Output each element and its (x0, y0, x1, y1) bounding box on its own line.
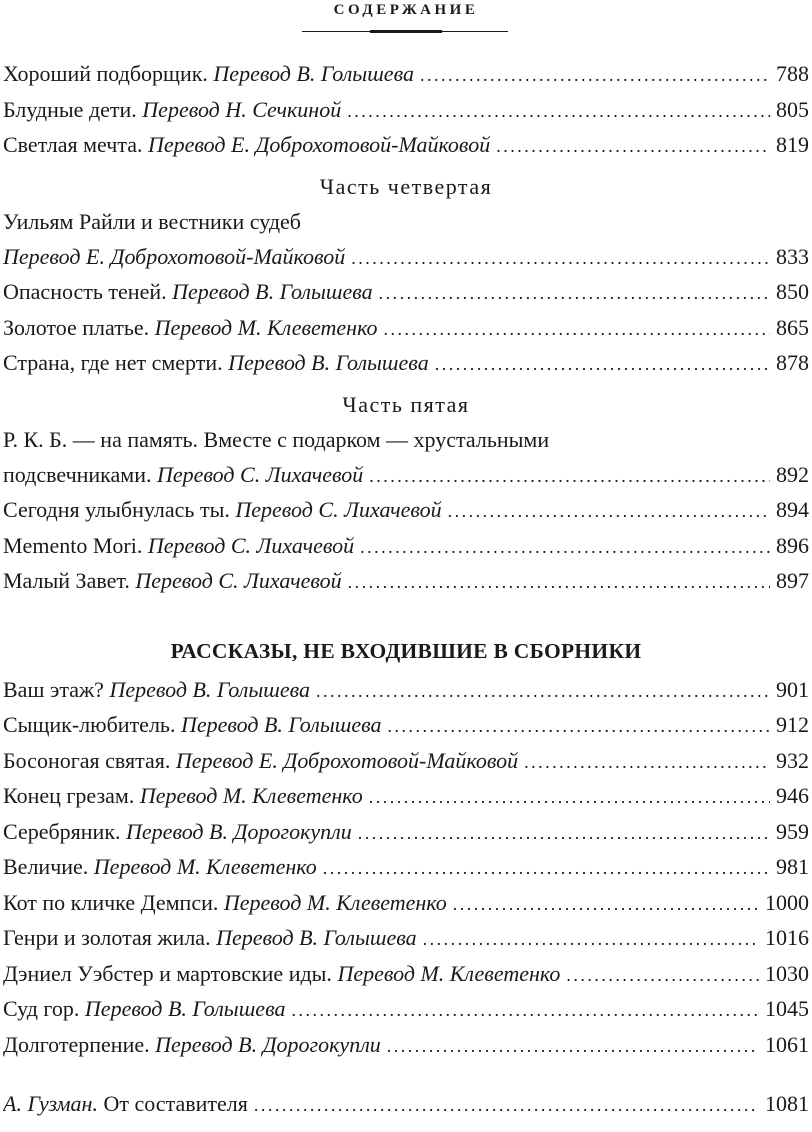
entry-page: 981 (776, 854, 809, 879)
dot-leader (254, 1088, 759, 1123)
header-rule-accent (370, 30, 442, 33)
entry-translator: Перевод Е. Доброхотовой-Майковой (147, 132, 491, 157)
toc-group (3, 170, 809, 382)
toc-entry (3, 708, 809, 744)
dot-leader (524, 745, 770, 780)
toc-entry (3, 346, 809, 382)
toc-entry (3, 128, 809, 164)
dot-leader (369, 459, 770, 494)
entry-translator: Перевод В. Голышева (213, 61, 414, 86)
entry-title: Малый Завет. (3, 568, 130, 593)
dot-leader (323, 851, 770, 886)
entry-page: 1061 (765, 1031, 809, 1057)
dot-leader (369, 780, 770, 815)
toc-section (3, 634, 809, 1064)
dot-leader (360, 530, 770, 565)
entry-page: 1045 (765, 996, 809, 1021)
dot-leader (453, 887, 759, 922)
entry-translator: Перевод С. Лихачевой (135, 568, 342, 593)
dot-leader (448, 494, 770, 529)
dot-leader (566, 958, 759, 993)
entry-title: Серебряник. (3, 818, 121, 844)
entry-title: Долготерпение. (3, 1031, 150, 1057)
toc-entry-afterword (3, 1087, 809, 1123)
entry-translator: Перевод М. Клеветенко (139, 783, 363, 808)
entry-translator: Перевод В. Дорогокупли (155, 1031, 381, 1057)
entry-title: Кот по кличке Демпси. (3, 889, 219, 915)
entry-title: Генри и золотая жила. (3, 925, 211, 950)
entry-page: 901 (776, 676, 809, 702)
entry-page: 850 (776, 279, 809, 304)
entry-translator: Перевод В. Голышева (180, 712, 382, 737)
toc-entry (3, 779, 809, 815)
entry-page: 805 (776, 96, 809, 122)
dot-leader (423, 922, 759, 957)
toc-entry (3, 564, 809, 600)
dot-leader (496, 129, 770, 164)
entry-page: 1030 (765, 960, 809, 986)
part-heading: Часть четвертая (319, 173, 493, 199)
entry-translator: Перевод М. Клеветенко (93, 854, 317, 879)
entry-page: 1000 (765, 889, 809, 915)
toc-entry (3, 921, 809, 957)
entry-translator: Перевод В. Голышева (109, 676, 310, 702)
entry-translator: Перевод М. Клеветенко (337, 960, 561, 986)
toc-entry (3, 240, 809, 276)
entry-title: Золотое платье. (3, 314, 150, 340)
dot-leader (347, 94, 770, 129)
toc-entry (3, 311, 809, 347)
dot-leader (358, 816, 770, 851)
entry-title: Конец грезам. (3, 783, 135, 808)
dot-leader (351, 241, 770, 276)
dot-leader (379, 276, 770, 311)
toc-entry (3, 744, 809, 780)
entry-page: 896 (776, 532, 809, 558)
entry-title-line: Уильям Райли и вестники судеб (3, 209, 301, 234)
entry-translator: Перевод В. Голышева (172, 279, 373, 304)
toc-entry (3, 93, 809, 129)
toc-entry (3, 850, 809, 886)
entry-title-line: Р. К. Б. — на память. Вместе с подарком — хрустальными (3, 427, 550, 452)
entry-page: 946 (776, 783, 809, 808)
section-heading: РАССКАЗЫ, НЕ ВХОДИВШИЕ В СБОРНИКИ (170, 638, 642, 663)
entry-title: Memento Mori. (3, 532, 143, 558)
toc-entry (3, 458, 809, 494)
entry-translator: Перевод В. Голышева (216, 925, 417, 950)
dot-leader (387, 1029, 759, 1064)
entry-page: 865 (776, 314, 809, 340)
entry-page: 1081 (765, 1091, 809, 1116)
toc-entry (3, 529, 809, 565)
toc-group (3, 388, 809, 600)
entry-title: Босоногая святая. (3, 747, 171, 773)
entry-page: 912 (776, 712, 809, 737)
afterword-author: А. Гузман. (3, 1091, 98, 1116)
toc-entry (3, 673, 809, 709)
entry-translator: Перевод М. Клеветенко (154, 314, 378, 340)
entry-page: 932 (776, 747, 809, 773)
entry-translator: Перевод В. Голышева (228, 350, 429, 375)
entry-translator: Перевод Е. Доброхотовой-Майковой (175, 747, 519, 773)
toc-entry (3, 815, 809, 851)
entry-title: Дэниел Уэбстер и мартовские иды. (3, 960, 332, 986)
toc-entry (3, 57, 809, 93)
dot-leader (384, 312, 770, 347)
entry-page: 959 (776, 818, 809, 844)
entry-title: Хороший подборщик. (3, 61, 208, 86)
entry-title: подсвечниками. (3, 461, 152, 487)
toc-entry (3, 275, 809, 311)
entry-page: 833 (776, 243, 809, 269)
toc-entry (3, 957, 809, 993)
toc-entry (3, 493, 809, 529)
entry-page: 1016 (765, 925, 809, 950)
entry-title: Сегодня улыбнулась ты. (3, 497, 230, 522)
page-title: СОДЕРЖАНИЕ (333, 2, 479, 18)
entry-translator: Перевод М. Клеветенко (223, 889, 447, 915)
entry-page: 878 (776, 350, 809, 375)
dot-leader (348, 565, 770, 600)
entry-title: Величие. (3, 854, 89, 879)
entry-title: Блудные дети. (3, 96, 137, 122)
toc-entry (3, 1028, 809, 1064)
toc-entry (3, 992, 809, 1028)
page-header (0, 0, 812, 20)
entry-translator: Перевод С. Лихачевой (157, 461, 364, 487)
afterword-title: От составителя (103, 1091, 248, 1116)
entry-translator: Перевод Н. Сечкиной (142, 96, 342, 122)
spacer (3, 1063, 809, 1087)
dot-leader (316, 674, 770, 709)
toc-entry (3, 886, 809, 922)
entry-title: Страна, где нет смерти. (3, 350, 223, 375)
toc-group (3, 57, 809, 164)
dot-leader (435, 347, 770, 382)
dot-leader (420, 58, 770, 93)
entry-page: 819 (776, 132, 809, 157)
entry-title: Светлая мечта. (3, 132, 143, 157)
entry-translator: Перевод Е. Доброхотовой-Майковой (3, 243, 346, 269)
entry-page: 897 (776, 568, 809, 593)
table-of-contents (3, 57, 809, 1123)
part-heading: Часть пятая (342, 391, 470, 417)
entry-page: 892 (776, 461, 809, 487)
entry-translator: Перевод С. Лихачевой (147, 532, 355, 558)
entry-title: Опасность теней. (3, 279, 167, 304)
dot-leader (291, 993, 759, 1028)
entry-translator: Перевод В. Голышева (84, 996, 286, 1021)
entry-page: 894 (776, 497, 809, 522)
dot-leader (388, 709, 770, 744)
entry-title: Ваш этаж? (3, 676, 104, 702)
entry-translator: Перевод С. Лихачевой (235, 497, 442, 522)
entry-page: 788 (776, 61, 809, 86)
entry-translator: Перевод В. Дорогокупли (126, 818, 352, 844)
entry-title: Суд гор. (3, 996, 80, 1021)
entry-title: Сыщик-любитель. (3, 712, 176, 737)
